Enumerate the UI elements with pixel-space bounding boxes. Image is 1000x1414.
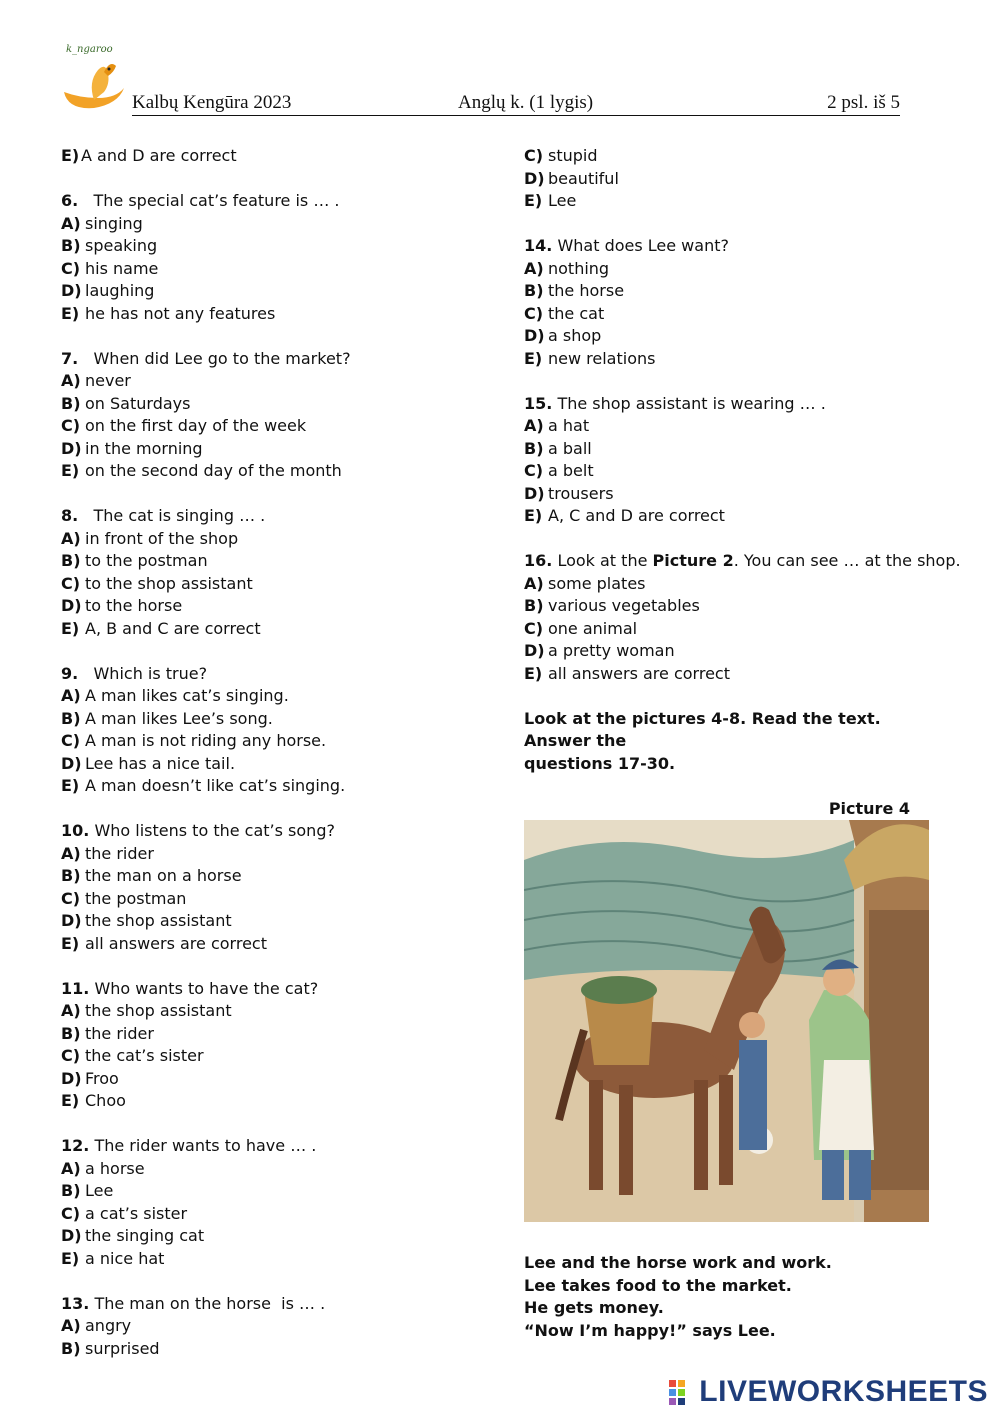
answer-option: A) never [61, 371, 131, 390]
answer-option: C) the cat [524, 303, 605, 323]
answer-option: B) speaking [61, 236, 158, 255]
story-text: Lee and the horse work and work. Lee takes food to the market. He gets money. “Now I’m happy!” says Lee. [524, 1253, 832, 1340]
question-text: 7. When did Lee go to the market? [61, 348, 351, 368]
question-5-continued [61, 145, 491, 168]
liveworksheets-icon [669, 1378, 695, 1406]
answer-option: E) he has not any features [61, 303, 276, 323]
answer-option: D) beautiful [524, 168, 619, 188]
question-8 [61, 505, 491, 640]
answer-option: A) nothing [524, 258, 610, 278]
answer-option: B) Lee [61, 1181, 114, 1200]
answer-option: C) A man is not riding any horse. [61, 731, 327, 750]
answer-option: A) the rider [61, 843, 154, 863]
header-title: Kalbų Kengūra 2023 [132, 92, 292, 113]
answer-option: E) Choo [61, 1091, 126, 1110]
answer-option: A) angry [61, 1316, 132, 1335]
answer-option: D) a pretty woman [524, 641, 675, 660]
answer-option: E) A, C and D are correct [524, 506, 725, 525]
answer-option: C) stupid [524, 146, 598, 165]
answer-option: E) all answers are correct [524, 663, 730, 683]
instruction: Look at the pictures 4-8. Read the text. Answer the questions 17-30. [524, 708, 881, 773]
answer-option: C) one animal [524, 618, 638, 638]
question-13 [61, 1293, 491, 1361]
answer-option: A) a hat [524, 416, 590, 435]
header-rule [132, 115, 900, 116]
left-column [61, 145, 491, 1383]
answer-option: B) a ball [524, 438, 592, 458]
answer-option: B) surprised [61, 1338, 160, 1358]
question-12 [61, 1135, 491, 1270]
question-text: 8. The cat is singing … . [61, 506, 266, 525]
answer-option: A) a horse [61, 1158, 145, 1178]
answer-option: B) on Saturdays [61, 393, 191, 413]
answer-option: C) his name [61, 258, 159, 278]
kangaroo-logo [58, 42, 138, 112]
question-text: 6. The special cat’s feature is … . [61, 191, 340, 210]
question-text: 9. Which is true? [61, 663, 208, 683]
logo-text: k_ngaroo [66, 44, 113, 55]
answer-option: E) A, B and C are correct [61, 618, 261, 638]
answer-option: D) in the morning [61, 438, 203, 458]
answer-option: D) the singing cat [61, 1226, 205, 1245]
answer-option: D) laughing [61, 281, 155, 300]
answer-option: E) Lee [524, 191, 577, 210]
answer-option: B) various vegetables [524, 596, 700, 615]
liveworksheets-brand[interactable] [669, 1374, 988, 1410]
question-text: 12. The rider wants to have … . [61, 1136, 317, 1155]
question-9 [61, 663, 491, 798]
answer-option: B) the man on a horse [61, 866, 242, 885]
question-10 [61, 820, 491, 955]
answer-option: D) the shop assistant [61, 911, 232, 930]
header-subject: Anglų k. (1 lygis) [458, 92, 594, 113]
picture-label: Picture 4 [828, 798, 910, 818]
question-text: 11. Who wants to have the cat? [61, 978, 319, 998]
answer-option: E) on the second day of the month [61, 461, 342, 480]
question-text: 10. Who listens to the cat’s song? [61, 821, 335, 840]
answer-option: E) A and D are correct [61, 146, 237, 165]
answer-option: C) the postman [61, 888, 187, 908]
answer-option: A) in front of the shop [61, 528, 239, 548]
answer-option: A) A man likes cat’s singing. [61, 686, 289, 705]
question-13-continued [524, 145, 944, 213]
picture-4-illustration [524, 820, 929, 1222]
question-16 [524, 550, 961, 685]
answer-option: D) trousers [524, 483, 614, 503]
answer-option: D) to the horse [61, 596, 183, 615]
answer-option: C) to the shop assistant [61, 573, 253, 593]
question-text: 13. The man on the horse is … . [61, 1293, 326, 1313]
answer-option: E) new relations [524, 348, 656, 368]
question-text: 15. The shop assistant is wearing … . [524, 393, 826, 413]
answer-option: A) the shop assistant [61, 1001, 232, 1020]
answer-option: C) on the first day of the week [61, 416, 307, 435]
question-14 [524, 235, 944, 370]
answer-option: D) Froo [61, 1068, 119, 1088]
question-15 [524, 393, 944, 528]
answer-option: D) a shop [524, 326, 602, 345]
answer-option: B) the rider [61, 1023, 154, 1043]
answer-option: A) singing [61, 213, 143, 233]
answer-option: C) the cat’s sister [61, 1046, 204, 1065]
answer-option: B) A man likes Lee’s song. [61, 708, 273, 728]
answer-option: D) Lee has a nice tail. [61, 753, 236, 773]
answer-option: E) all answers are correct [61, 933, 267, 953]
answer-option: C) a belt [524, 461, 594, 480]
answer-option: B) the horse [524, 281, 625, 300]
question-7 [61, 348, 491, 483]
answer-option: E) a nice hat [61, 1248, 165, 1268]
question-11 [61, 978, 491, 1113]
question-text: 16. Look at the Picture 2. You can see … at the shop. [524, 551, 961, 570]
answer-option: C) a cat’s sister [61, 1203, 188, 1223]
question-text: 14. What does Lee want? [524, 236, 729, 255]
right-column [524, 145, 961, 1342]
question-6 [61, 190, 491, 325]
answer-option: B) to the postman [61, 551, 208, 570]
answer-option: A) some plates [524, 573, 646, 593]
brand-text: LIVEWORKSHEETS [699, 1375, 988, 1408]
header-page-number: 2 psl. iš 5 [827, 92, 900, 113]
answer-option: E) A man doesn’t like cat’s singing. [61, 776, 346, 795]
